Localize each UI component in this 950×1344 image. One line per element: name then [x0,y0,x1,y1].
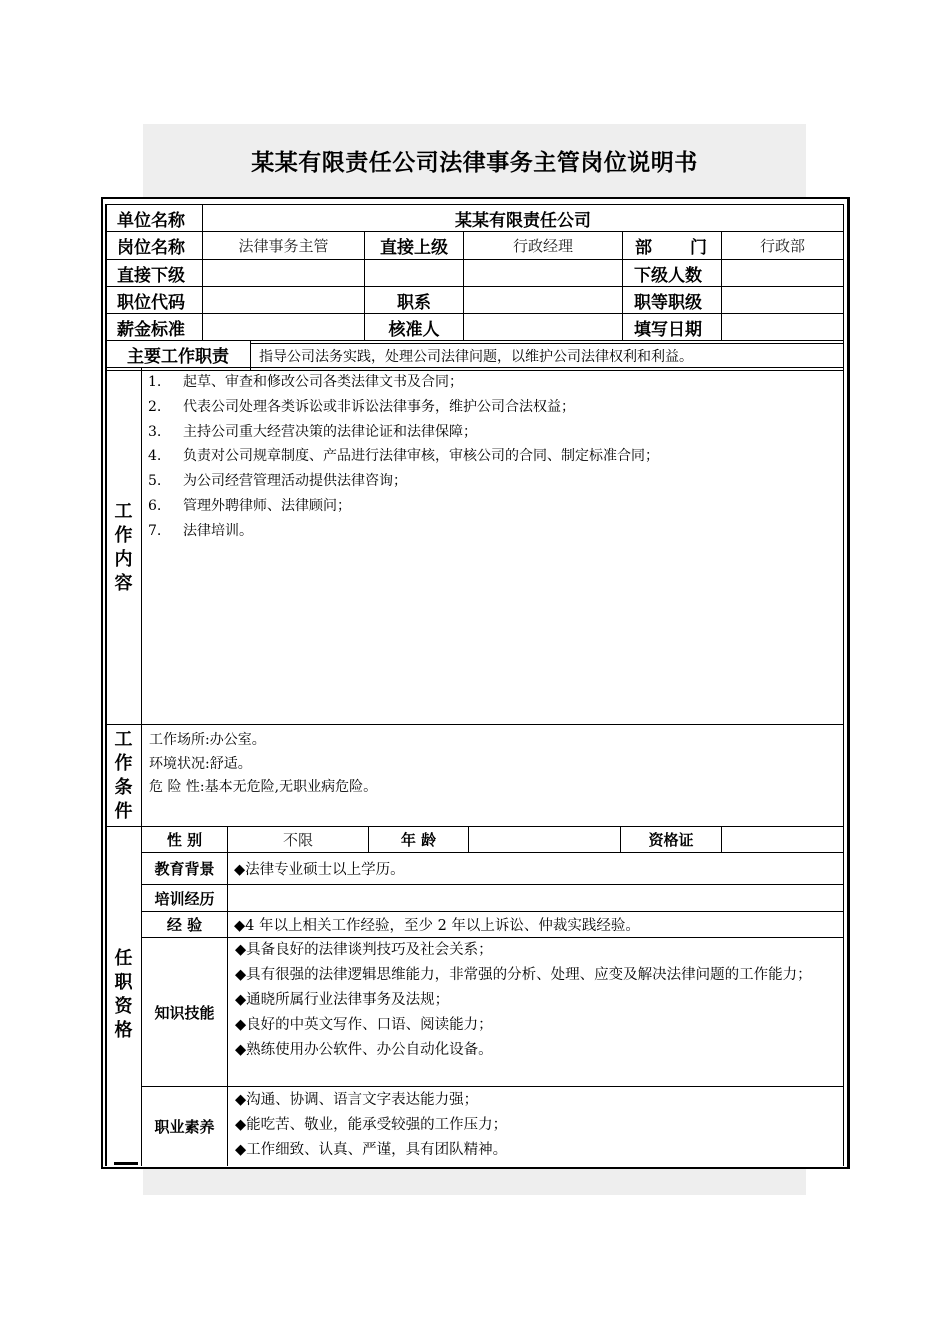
item-number: 7. [148,522,162,539]
list-item: ◆沟通、协调、语言文字表达能力强； [235,1092,479,1108]
gender-label: 性 别 [166,831,203,849]
department-label-part: 部 [635,238,652,258]
direct-subordinate-label: 直接下级 [117,265,185,286]
item-number: 2. [148,398,162,415]
item-text: 管理外聘律师、法律顾问； [183,497,351,514]
department-label-part: 门 [690,238,707,258]
unit-name-value: 某某有限责任公司 [455,210,591,231]
row-divider [105,259,844,260]
list-item [148,420,659,445]
item-text: 负责对公司规章制度、产品进行法律审核，审核公司的合同、制定标准合同； [183,448,659,465]
experience-value: ◆4 年以上相关工作经验，至少 2 年以上诉讼、仲裁实践经验。 [234,918,640,934]
job-grade-label: 职等职级 [634,292,702,313]
work-content-label-char: 作 [114,524,133,546]
qualifications-label-char: 格 [114,1020,133,1041]
condition-line: 危 险 性:基本无危险,无职业病危险。 [149,779,378,795]
department-value: 行政部 [759,237,805,255]
list-item: ◆具有很强的法律逻辑思维能力，非常强的分析、处理、应变及解决法律问题的工作能力； [235,967,812,983]
work-content-list [148,370,659,544]
professional-quality-label: 职业素养 [154,1117,215,1136]
list-item: ◆工作细致、认真、严谨，具有团队精神。 [235,1142,508,1158]
item-number: 3. [148,423,162,440]
work-conditions-label-char: 作 [114,752,133,774]
work-content-label-char: 工 [114,500,133,522]
subordinate-count-label: 下级人数 [634,265,702,286]
row-divider [141,884,844,885]
qualifications-label-char: 任 [114,948,133,969]
item-text: 法律培训。 [183,522,253,539]
row-divider [105,286,844,287]
work-content-label-char: 内 [114,548,133,570]
list-item [148,494,659,519]
education-value: ◆法律专业硕士以上学历。 [234,862,405,878]
skills-list [235,938,839,1063]
item-number: 4. [148,448,162,465]
list-item [148,395,659,420]
experience-label: 经 验 [166,916,203,934]
row-divider [105,313,844,314]
table-foot-mark [114,1162,138,1165]
condition-line: 工作场所:办公室。 [149,732,266,748]
list-item [148,469,659,494]
item-text: 为公司经营管理活动提供法律咨询； [183,473,407,490]
work-content-label [106,371,141,724]
work-conditions-text [149,729,377,800]
condition-line: 环境状况:舒适。 [149,755,252,772]
list-item: ◆能吃苦、敬业，能承受较强的工作压力； [235,1117,508,1133]
col-divider [227,826,228,1166]
document-title: 某某有限责任公司法律事务主管岗位说明书 [251,149,698,176]
list-item: ◆熟练使用办公软件、办公自动化设备。 [235,1042,493,1058]
item-number: 5. [148,473,162,490]
unit-name-label: 单位名称 [117,210,185,231]
age-label: 年 龄 [400,831,437,849]
item-number: 1. [148,374,162,390]
row-divider [105,724,844,725]
approver-label: 核准人 [388,319,440,340]
job-series-label: 职系 [397,292,431,313]
main-duty-label: 主要工作职责 [127,347,229,367]
salary-standard-label: 薪金标准 [117,319,185,340]
work-conditions-label-char: 件 [114,800,133,822]
item-text: 起草、审查和修改公司各类法律文书及合同； [183,374,463,390]
work-content-label-char: 容 [114,572,133,594]
col-divider [468,826,469,852]
row-divider [141,1086,844,1087]
list-item [148,370,659,395]
main-duty-summary: 指导公司法务实践，处理公司法律问题，以维护公司法律权利和利益。 [259,348,693,365]
qualifications-label-char: 资 [114,996,133,1017]
list-item [148,519,659,544]
list-item: ◆具备良好的法律谈判技巧及社会关系； [235,942,493,958]
qualifications-label-char: 职 [114,972,133,993]
work-conditions-label-char: 条 [114,776,133,798]
direct-superior-value: 行政经理 [512,237,573,255]
fill-date-label: 填写日期 [634,319,702,340]
department-label [623,232,721,259]
position-name-label: 岗位名称 [117,238,185,258]
gender-value: 不限 [282,831,313,849]
item-text: 代表公司处理各类诉讼或非诉讼法律事务，维护公司合法权益； [183,398,575,415]
col-divider [721,826,722,852]
list-item: ◆通晓所属行业法律事务及法规； [235,992,450,1008]
quality-list [235,1088,839,1163]
skills-label: 知识技能 [154,1003,215,1022]
list-item [148,444,659,469]
certificate-label: 资格证 [648,831,694,849]
direct-superior-label: 直接上级 [380,238,448,258]
training-label: 培训经历 [154,889,215,908]
item-number: 6. [148,497,162,514]
qualifications-label [106,895,141,1095]
work-conditions-label [106,725,141,826]
position-name-value: 法律事务主管 [238,237,329,255]
education-label: 教育背景 [154,860,215,878]
item-text: 主持公司重大经营决策的法律论证和法律保障； [183,423,477,440]
position-code-label: 职位代码 [117,292,185,313]
work-conditions-label-char: 工 [114,728,133,750]
list-item: ◆良好的中英文写作、口语、阅读能力； [235,1017,493,1033]
